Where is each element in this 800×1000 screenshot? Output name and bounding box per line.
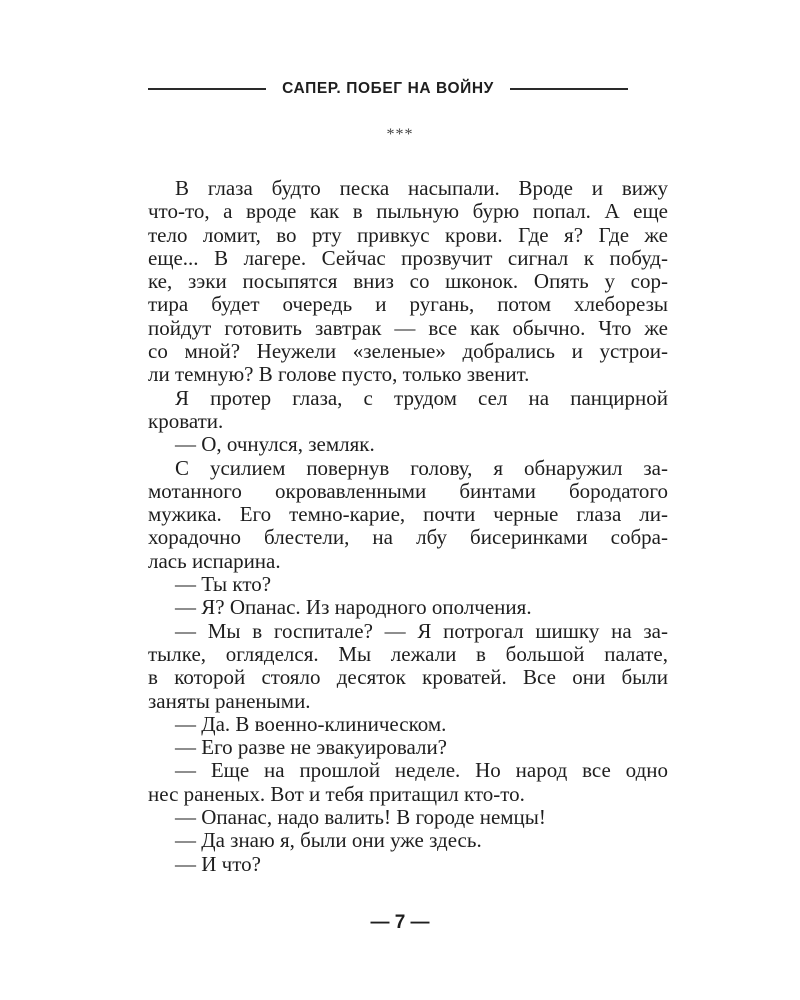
text-line: нес раненых. Вот и тебя притащил кто-то. bbox=[148, 781, 525, 806]
header-rule-left bbox=[148, 88, 266, 90]
text-line: — Ты кто? bbox=[175, 572, 272, 597]
text-line: хорадочно блестели, на лбу бисеринками собра- bbox=[148, 525, 668, 550]
text-line: тело ломит, во рту привкус крови. Где я? Где же bbox=[148, 222, 668, 247]
text-line: что-то, а вроде как в пыльную бурю попал. А еще bbox=[148, 199, 668, 224]
text-line: еще... В лагере. Сейчас прозвучит сигнал к побуд- bbox=[148, 245, 668, 270]
text-line: мотанного окровавленными бинтами бородатого bbox=[148, 478, 668, 503]
text-line: пойдут готовить завтрак — все как обычно. Что же bbox=[148, 315, 668, 340]
text-line: заняты ранеными. bbox=[148, 688, 311, 713]
text-line: ли темную? В голове пусто, только звенит. bbox=[148, 362, 530, 387]
text-line: — Я? Опанас. Из народного ополчения. bbox=[175, 595, 532, 620]
text-line: мужика. Его темно-карие, почти черные глаза ли- bbox=[148, 502, 668, 527]
section-separator: *** bbox=[386, 126, 414, 143]
text-line: со мной? Неужели «зеленые» добрались и устрои- bbox=[148, 339, 668, 364]
text-line: — О, очнулся, земляк. bbox=[175, 432, 375, 457]
text-line: С усилием повернув голову, я обнаружил за- bbox=[175, 455, 668, 480]
text-line: тира будет очередь и ругань, потом хлеборезы bbox=[148, 292, 668, 317]
text-line: — И что? bbox=[175, 851, 261, 876]
text-line: кровати. bbox=[148, 408, 224, 433]
text-line: ке, зэки посыпятся вниз со шконок. Опять у сор- bbox=[148, 269, 668, 294]
running-title: САПЕР. ПОБЕГ НА ВОЙНУ bbox=[282, 80, 494, 97]
text-line: — Мы в госпитале? — Я потрогал шишку на за- bbox=[175, 618, 668, 643]
page-number: — 7 — bbox=[370, 912, 430, 933]
text-line: тылке, огляделся. Мы лежали в большой палате, bbox=[148, 641, 668, 666]
text-line: Я протер глаза, с трудом сел на панцирной bbox=[175, 385, 668, 410]
text-line: В глаза будто песка насыпали. Вроде и вижу bbox=[175, 176, 668, 200]
text-line: — Его разве не эвакуировали? bbox=[175, 735, 448, 760]
text-line: лась испарина. bbox=[148, 548, 281, 573]
text-line: — Да знаю я, были они уже здесь. bbox=[175, 828, 482, 853]
header-rule-right bbox=[510, 88, 628, 90]
body-text bbox=[148, 177, 668, 876]
text-line: в которой стояло десяток кроватей. Все они были bbox=[148, 665, 668, 690]
text-line: — Да. В военно-клиническом. bbox=[175, 711, 447, 736]
text-line: — Опанас, надо валить! В городе немцы! bbox=[175, 805, 546, 830]
text-line: — Еще на прошлой неделе. Но народ все одно bbox=[175, 758, 668, 783]
running-header bbox=[148, 78, 628, 100]
